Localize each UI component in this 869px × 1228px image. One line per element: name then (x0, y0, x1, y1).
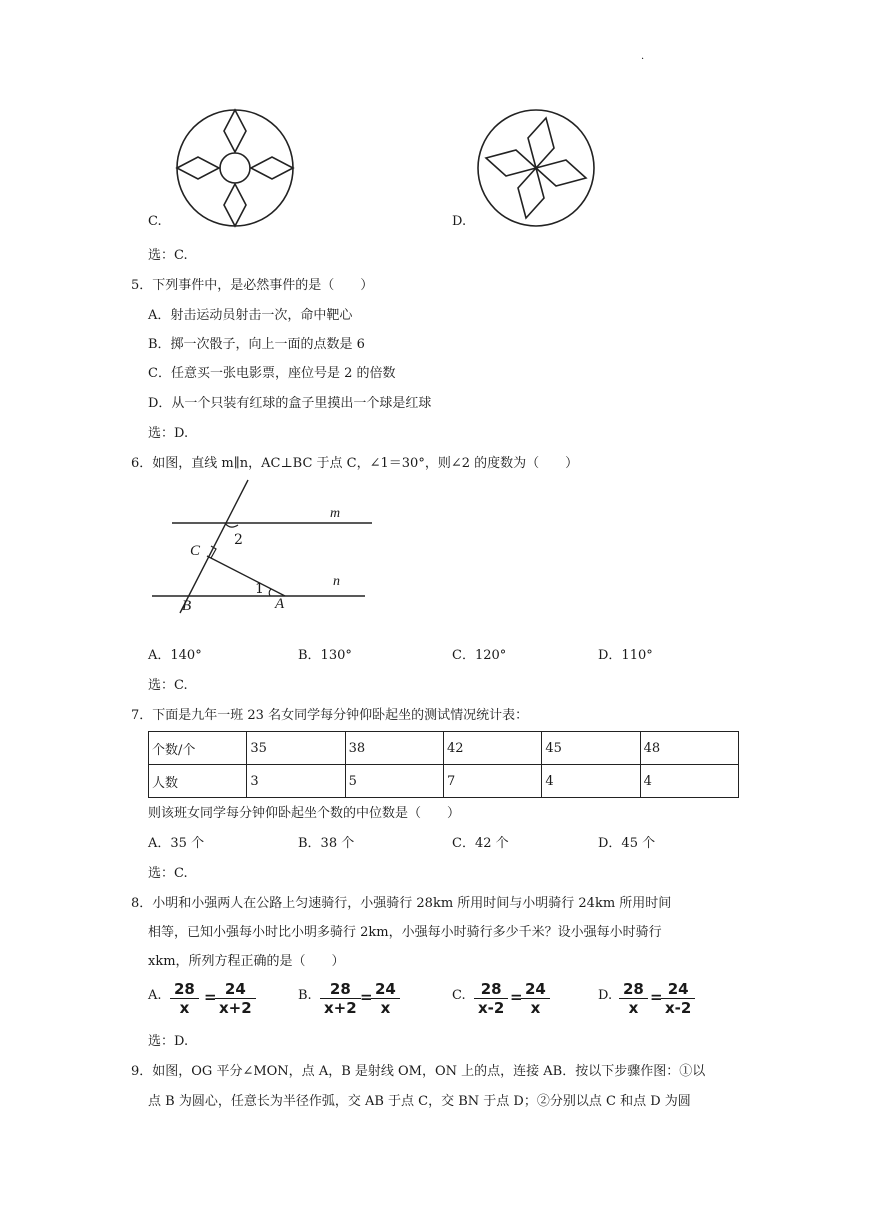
equals-sign: = (204, 988, 217, 1006)
fraction-numerator: 24 (371, 980, 400, 999)
q8-option-a-right-fraction (215, 980, 256, 1017)
q7-option-c: C．42 个 (452, 836, 509, 851)
q4-answer: 选：C. (148, 248, 188, 263)
fraction-denominator: x (380, 999, 391, 1017)
q9-line-1: 9．如图，OG 平分∠MON，点 A，B 是射线 OM，ON 上的点，连接 AB．按以下步骤作图：①以 (131, 1064, 706, 1079)
table-cell: 5 (345, 765, 443, 798)
label-point-b: B (182, 598, 192, 614)
table-cell: 48 (640, 732, 738, 765)
q8-option-b-label: B. (298, 988, 312, 1003)
fraction-numerator: 28 (619, 980, 648, 999)
q7-option-b: B．38 个 (298, 836, 355, 851)
q7-question: 7．下面是九年一班 23 名女同学每分钟仰卧起坐的测试情况统计表： (131, 708, 529, 723)
fraction-denominator: x (179, 999, 190, 1017)
table-cell: 35 (247, 732, 345, 765)
table-cell: 7 (443, 765, 541, 798)
fraction-numerator: 28 (320, 980, 361, 999)
q8-line-3: xkm，所列方程正确的是（ ） (148, 954, 345, 969)
q6-figure (150, 478, 380, 618)
fraction-denominator: x-2 (478, 999, 505, 1017)
label-n: n (333, 574, 340, 589)
q8-option-b-right-fraction (371, 980, 400, 1017)
q7-option-a: A．35 个 (148, 836, 205, 851)
q8-option-c-label: C. (452, 988, 466, 1003)
q8-option-d-right-fraction (661, 980, 695, 1017)
fraction-numerator: 24 (521, 980, 550, 999)
fraction-numerator: 24 (661, 980, 695, 999)
fraction-denominator: x (628, 999, 639, 1017)
fraction-numerator: 28 (474, 980, 508, 999)
equals-sign: = (650, 988, 663, 1006)
q5-option-a: A．射击运动员射击一次，命中靶心 (148, 308, 353, 323)
option-d-figure (476, 108, 596, 228)
table-cell: 4 (542, 765, 640, 798)
q8-option-b-left-fraction (320, 980, 361, 1017)
q8-option-d-left-fraction (619, 980, 648, 1017)
fraction-denominator: x-2 (665, 999, 692, 1017)
q4-option-d-label: D. (452, 214, 467, 229)
q5-question: 5．下列事件中，是必然事件的是（ ） (131, 278, 374, 293)
q7-followup: 则该班女同学每分钟仰卧起坐个数的中位数是（ ） (148, 806, 461, 821)
fraction-numerator: 24 (215, 980, 256, 999)
q6-question: 6．如图，直线 m∥n，AC⊥BC 于点 C，∠1＝30°，则∠2 的度数为（ ） (131, 456, 579, 471)
table-cell: 3 (247, 765, 345, 798)
label-point-c: C (190, 543, 201, 559)
table-cell: 4 (640, 765, 738, 798)
fraction-denominator: x (530, 999, 541, 1017)
fraction-denominator: x+2 (324, 999, 357, 1017)
table-cell: 人数 (149, 765, 247, 798)
table-cell: 45 (542, 732, 640, 765)
q6-option-a: A．140° (148, 648, 202, 663)
table-row (149, 732, 739, 765)
q8-answer: 选：D. (148, 1034, 189, 1049)
q5-option-b: B．掷一次骰子，向上一面的点数是 6 (148, 337, 365, 352)
table-cell: 42 (443, 732, 541, 765)
q5-option-d: D．从一个只装有红球的盒子里摸出一个球是红球 (148, 396, 432, 411)
label-angle-1: 1 (255, 581, 264, 597)
q8-option-d-label: D. (598, 988, 613, 1003)
q8-line-2: 相等，已知小强每小时比小明多骑行 2km，小强每小时骑行多少千米？设小强每小时骑行 (148, 925, 662, 940)
q6-option-d: D．110° (598, 648, 653, 663)
q8-line-1: 8．小明和小强两人在公路上匀速骑行，小强骑行 28km 所用时间与小明骑行 24km 所用时间 (131, 896, 672, 911)
q7-option-d: D．45 个 (598, 836, 656, 851)
q8-option-a-label: A. (148, 988, 162, 1003)
q7-answer: 选：C. (148, 866, 188, 881)
table-cell: 38 (345, 732, 443, 765)
equals-sign: = (510, 988, 523, 1006)
equals-sign: = (360, 988, 373, 1006)
table-cell: 个数/个 (149, 732, 247, 765)
q5-answer: 选：D. (148, 426, 189, 441)
label-m: m (330, 506, 341, 521)
label-point-a: A (275, 596, 285, 612)
q5-option-c: C．任意买一张电影票，座位号是 2 的倍数 (148, 366, 396, 381)
q4-option-c-label: C. (148, 214, 162, 229)
option-c-figure (175, 108, 295, 228)
q8-option-c-left-fraction (474, 980, 508, 1017)
q6-option-c: C．120° (452, 648, 507, 663)
label-angle-2: 2 (234, 532, 243, 548)
q6-option-b: B．130° (298, 648, 352, 663)
stats-table (148, 731, 739, 798)
q8-option-a-left-fraction (170, 980, 199, 1017)
fraction-numerator: 28 (170, 980, 199, 999)
q6-answer: 选：C. (148, 678, 188, 693)
q8-option-c-right-fraction (521, 980, 550, 1017)
page-dot: · (641, 54, 645, 65)
fraction-denominator: x+2 (219, 999, 252, 1017)
q9-line-2: 点 B 为圆心，任意长为半径作弧，交 AB 于点 C，交 BN 于点 D；②分别以点 C 和点 D 为圆 (148, 1094, 691, 1109)
table-row (149, 765, 739, 798)
